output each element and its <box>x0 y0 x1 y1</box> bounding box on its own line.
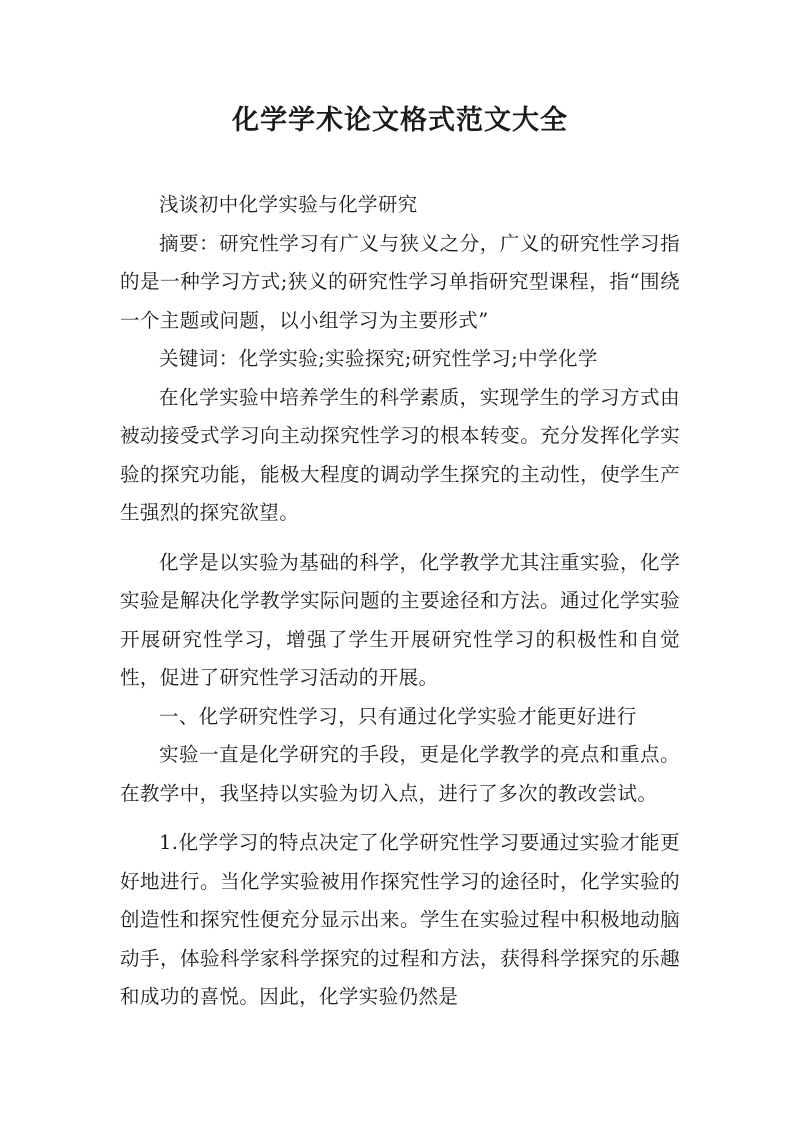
paragraph-keywords: 关键词：化学实验;实验探究;研究性学习;中学化学 <box>159 347 598 370</box>
document-title: 化学学术论文格式范文大全 <box>232 105 568 136</box>
section-heading: 一、化学研究性学习，只有通过化学实验才能更好进行 <box>159 704 637 728</box>
paragraph-subtitle: 浅谈初中化学实验与化学研究 <box>159 193 418 216</box>
paragraph-abstract: 摘要：研究性学习有广义与狭义之分，广义的研究性学习指的是一种学习方式;狭义的研究性学习单指研究型课程，指“围绕一个主题或问题，以小组学习为主要形式” <box>120 231 680 332</box>
paragraph-body: 化学是以实验为基础的科学，化学教学尤其注重实验，化学实验是解决化学教学实际问题的主要途径和方法。通过化学实验开展研究性学习，增强了学生开展研究性学习的积极性和自觉性，促进了研究性学习活动的开展。 <box>120 550 680 689</box>
paragraph-intro: 在化学实验中培养学生的科学素质，实现学生的学习方式由被动接受式学习向主动探究性学习的根本转变。充分发挥化学实验的探究功能，能极大程度的调动学生探究的主动性，使学生产生强烈的探究欲望。 <box>120 385 680 524</box>
paragraph-body: 1.化学学习的特点决定了化学研究性学习要通过实验才能更好地进行。当化学实验被用作探究性学习的途径时，化学实验的创造性和探究性便充分显示出来。学生在实验过程中积极地动脑动手，体验科学家科学探究的过程和方法，获得科学探究的乐趣和成功的喜悦。因此，化学实验仍然是 <box>120 831 680 1008</box>
document-body <box>120 186 680 1017</box>
paragraph-body: 实验一直是化学研究的手段，更是化学教学的亮点和重点。在教学中，我坚持以实验为切入点，进行了多次的教改尝试。 <box>120 743 680 805</box>
